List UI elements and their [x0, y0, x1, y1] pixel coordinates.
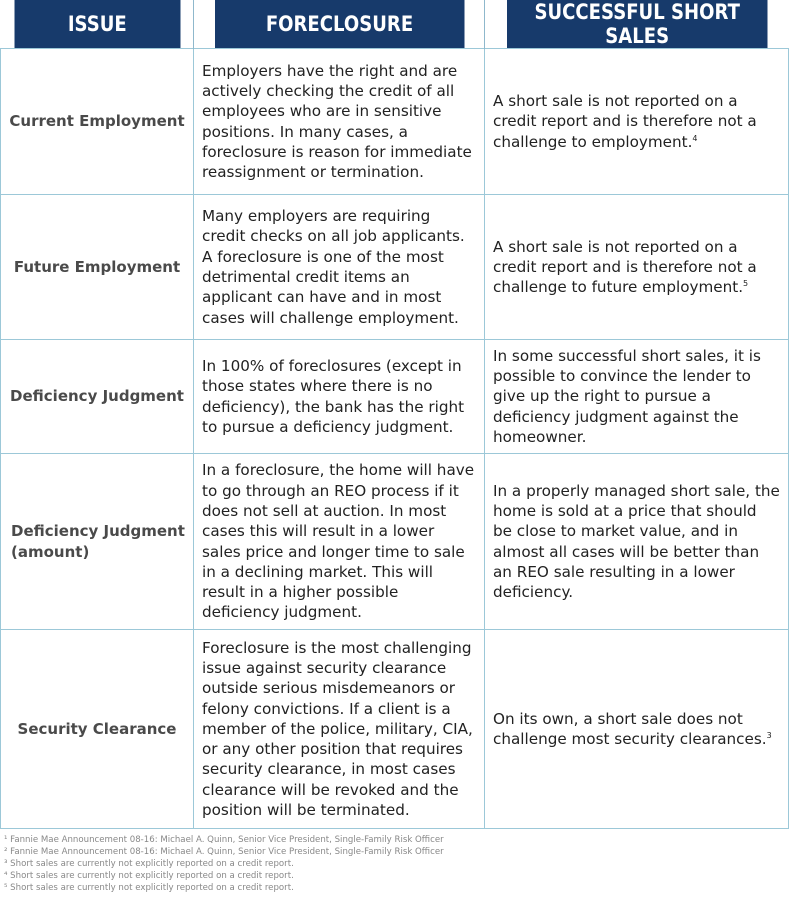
- header-foreclosure: FORECLOSURE: [214, 0, 464, 49]
- short-sale-cell: On its own, a short sale does not challenge most security clearances.$^3$: [485, 630, 789, 829]
- table-row: [1, 49, 789, 195]
- foreclosure-cell: Many employers are requiring credit checks on all job applicants. A foreclosure is one of the most detrimental credit items an applicant can have and in most cases will challenge employment.: [194, 195, 485, 340]
- header-short-sales: SUCCESSFUL SHORT SALES: [506, 0, 767, 49]
- issue-cell: Deficiency Judgment: [1, 340, 194, 454]
- header-issue: ISSUE: [14, 0, 180, 49]
- footnote-marker: 4: [692, 133, 698, 143]
- foreclosure-cell: Employers have the right and are actively checking the credit of all employees who are in sensitive positions. In many cases, a foreclosure is reason for immediate reassignment or termination.: [194, 49, 485, 195]
- table-row: [1, 340, 789, 454]
- footnote: ⁵ Short sales are currently not explicitly reported on a credit report.: [4, 883, 294, 893]
- short-sale-cell: In some successful short sales, it is possible to convince the lender to give up the right to pursue a deficiency judgment against the homeowner.: [485, 340, 789, 454]
- foreclosure-cell: Foreclosure is the most challenging issue against security clearance outside serious misdemeanors or felony convictions. If a client is a member of the police, military, CIA, or any other position that requires security clearance, in most cases clearance will be revoked and the position will be terminated.: [194, 630, 485, 829]
- table-row: [1, 630, 789, 829]
- issue-cell: Deficiency Judgment (amount): [1, 454, 194, 630]
- footnote: ¹ Fannie Mae Announcement 08-16: Michael A. Quinn, Senior Vice President, Single-Family Risk Officer: [4, 835, 444, 845]
- short-sale-cell: A short sale is not reported on a credit report and is therefore not a challenge to employment.$^4$: [485, 49, 789, 195]
- footnote: ² Fannie Mae Announcement 08-16: Michael A. Quinn, Senior Vice President, Single-Family Risk Officer: [4, 847, 444, 857]
- table-row: [1, 195, 789, 340]
- short-sale-cell: In a properly managed short sale, the home is sold at a price that should be close to market value, and in almost all cases will be better than an REO sale resulting in a lower deficiency.: [485, 454, 789, 630]
- short-sale-cell: A short sale is not reported on a credit report and is therefore not a challenge to future employment.$^5$: [485, 195, 789, 340]
- header-row: [1, 0, 789, 49]
- footnote-marker: 3: [766, 730, 772, 740]
- issue-cell: Security Clearance: [1, 630, 194, 829]
- table-row: [1, 454, 789, 630]
- foreclosure-cell: In 100% of foreclosures (except in those states where there is no deficiency), the bank has the right to pursue a deficiency judgment.: [194, 340, 485, 454]
- footnote: ³ Short sales are currently not explicitly reported on a credit report.: [4, 859, 294, 869]
- footnote: ⁴ Short sales are currently not explicitly reported on a credit report.: [4, 871, 294, 881]
- issue-cell: Current Employment: [1, 49, 194, 195]
- issue-cell: Future Employment: [1, 195, 194, 340]
- footnote-marker: 5: [743, 279, 749, 289]
- foreclosure-cell: In a foreclosure, the home will have to go through an REO process if it does not sell at auction. In most cases this will result in a lower sales price and longer time to sale in a declining market. This will result in a higher possible deficiency judgment.: [194, 454, 485, 630]
